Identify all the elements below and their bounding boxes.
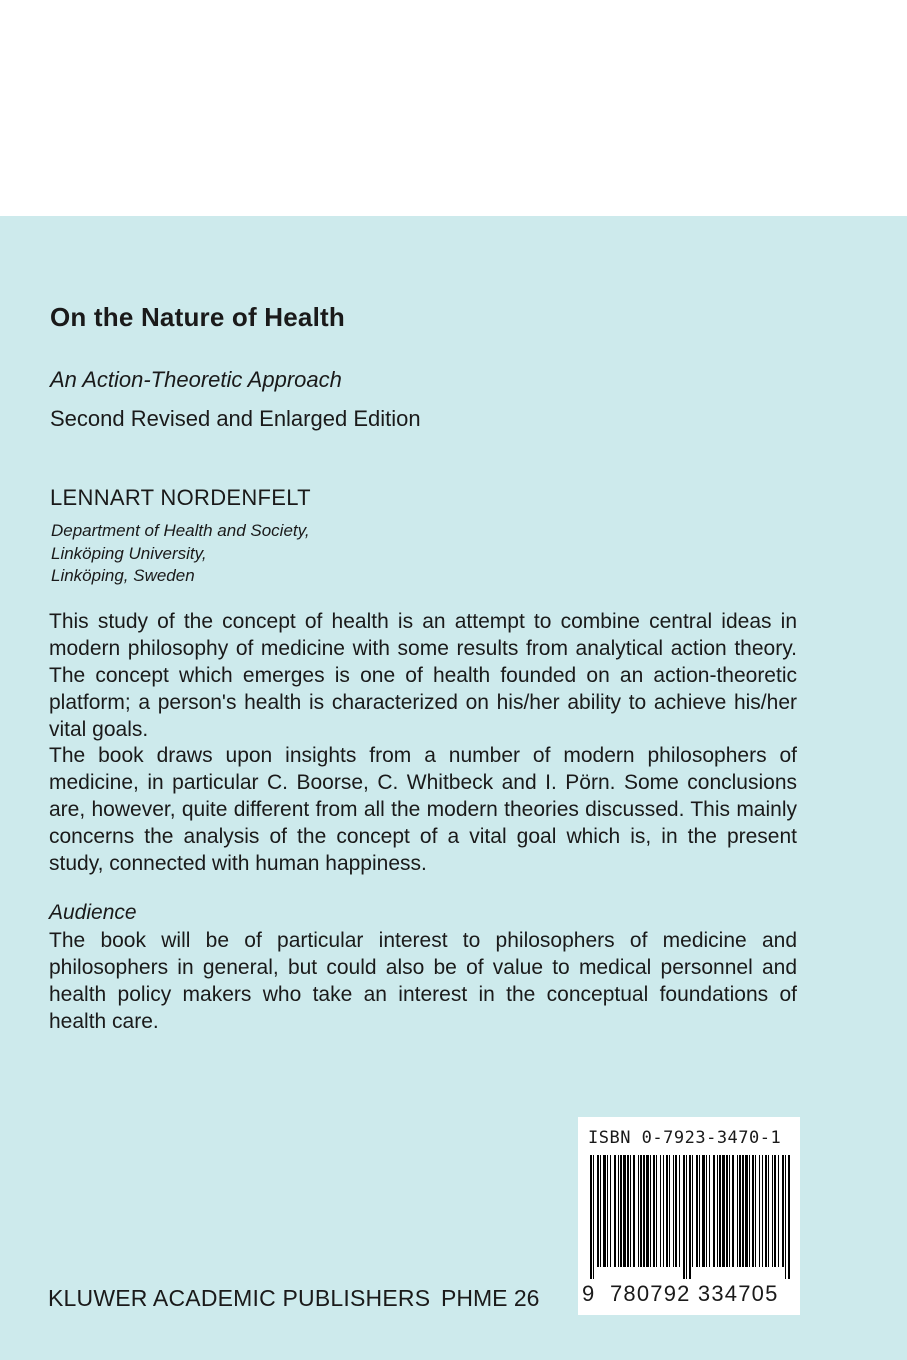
affiliation-line: Linköping University, <box>51 544 207 563</box>
affiliation-line: Linköping, Sweden <box>51 566 195 585</box>
barcode-bar <box>593 1155 594 1279</box>
barcode-bar <box>620 1155 622 1267</box>
barcode-bar <box>699 1155 700 1267</box>
barcode-bar <box>610 1155 611 1267</box>
barcode-bar <box>638 1155 639 1267</box>
barcode-bar <box>732 1155 734 1267</box>
barcode-bar <box>722 1155 725 1267</box>
barcode-bar <box>640 1155 642 1267</box>
barcode-bar <box>719 1155 721 1267</box>
barcode-bar <box>686 1155 687 1279</box>
barcode-bar <box>663 1155 664 1267</box>
description-paragraph: This study of the concept of health is an attempt to combine central ideas in modern philosophy of medicine with some results from analytical action theory. The concept which emerges is one of health founded on an action-theoretic platform; a person's health is characterized on his/her ability to achieve his/her vital goals. <box>49 610 797 741</box>
barcode-bar <box>755 1155 756 1267</box>
series-number: PHME 26 <box>441 1285 540 1311</box>
audience-heading: Audience <box>49 901 137 924</box>
barcode-bar <box>737 1155 738 1267</box>
barcode-bar <box>646 1155 649 1267</box>
description-paragraph: The book draws upon insights from a number of modern philosophers of medicine, in particular C. Boorse, C. Whitbeck and I. Pörn. Some conclusions are, however, quite different from all the modern theories discussed. This mainly concerns the analysis of the concept of a vital goal which is, in the present study, connected with human happiness. <box>49 744 797 875</box>
barcode <box>578 1117 800 1315</box>
barcode-bar <box>713 1155 715 1267</box>
barcode-bar <box>765 1155 767 1267</box>
barcode-bar <box>762 1155 763 1267</box>
publisher-name: KLUWER ACADEMIC PUBLISHERS <box>48 1285 431 1311</box>
barcode-bar <box>689 1155 691 1279</box>
top-margin <box>0 0 907 216</box>
barcode-bar <box>669 1155 670 1267</box>
ean-first-digit: 9 <box>582 1281 595 1306</box>
barcode-bar <box>673 1155 674 1267</box>
barcode-bar <box>666 1155 668 1267</box>
barcode-bar <box>759 1155 760 1267</box>
barcode-bar <box>778 1155 779 1267</box>
barcode-bar <box>643 1155 645 1267</box>
barcode-bar <box>623 1155 626 1267</box>
barcode-bar <box>679 1155 680 1267</box>
barcode-bar <box>600 1155 601 1267</box>
barcode-bar <box>717 1155 718 1267</box>
isbn-label: ISBN 0-7923-3470-1 <box>588 1128 782 1148</box>
book-title: On the Nature of Health <box>50 302 345 332</box>
book-edition: Second Revised and Enlarged Edition <box>50 406 421 431</box>
audience-text: The book will be of particular interest to philosophers of medicine and philosophers in general, but could also be of value to medical personnel and health policy makers who take an interest in the conceptual foundations of health care. <box>49 929 797 1033</box>
barcode-bar <box>675 1155 677 1267</box>
barcode-bar <box>745 1155 748 1267</box>
barcode-bar <box>590 1155 592 1279</box>
barcode-bar <box>752 1155 754 1267</box>
barcode-bars-icon <box>578 1155 800 1279</box>
barcode-bar <box>597 1155 599 1267</box>
barcode-bar <box>656 1155 657 1267</box>
barcode-bar <box>772 1155 773 1267</box>
barcode-bar <box>709 1155 710 1267</box>
barcode-bar <box>614 1155 616 1267</box>
barcode-bar <box>603 1155 606 1267</box>
barcode-bar <box>742 1155 744 1267</box>
barcode-bar <box>692 1155 693 1267</box>
barcode-bar <box>739 1155 741 1267</box>
barcode-bar <box>618 1155 619 1267</box>
barcode-bar <box>774 1155 776 1267</box>
barcode-bar <box>702 1155 705 1267</box>
barcode-bar <box>653 1155 655 1267</box>
barcode-bar <box>788 1155 790 1279</box>
barcode-bar <box>726 1155 728 1267</box>
affiliation-line: Department of Health and Society, <box>51 521 310 540</box>
barcode-bar <box>683 1155 685 1279</box>
barcode-bar <box>768 1155 769 1267</box>
barcode-bar <box>660 1155 661 1267</box>
barcode-bar <box>749 1155 750 1267</box>
barcode-bar <box>785 1155 786 1279</box>
barcode-bar <box>650 1155 651 1267</box>
barcode-bar <box>633 1155 635 1267</box>
barcode-bar <box>630 1155 631 1267</box>
barcode-bar <box>729 1155 730 1267</box>
book-subtitle: An Action-Theoretic Approach <box>50 367 342 392</box>
barcode-bar <box>696 1155 698 1267</box>
ean-digits: 780792 334705 <box>610 1281 779 1306</box>
barcode-bar <box>782 1155 784 1267</box>
barcode-bar <box>706 1155 707 1267</box>
author-name: LENNART NORDENFELT <box>50 485 311 510</box>
barcode-bar <box>627 1155 629 1267</box>
barcode-bar <box>607 1155 608 1267</box>
